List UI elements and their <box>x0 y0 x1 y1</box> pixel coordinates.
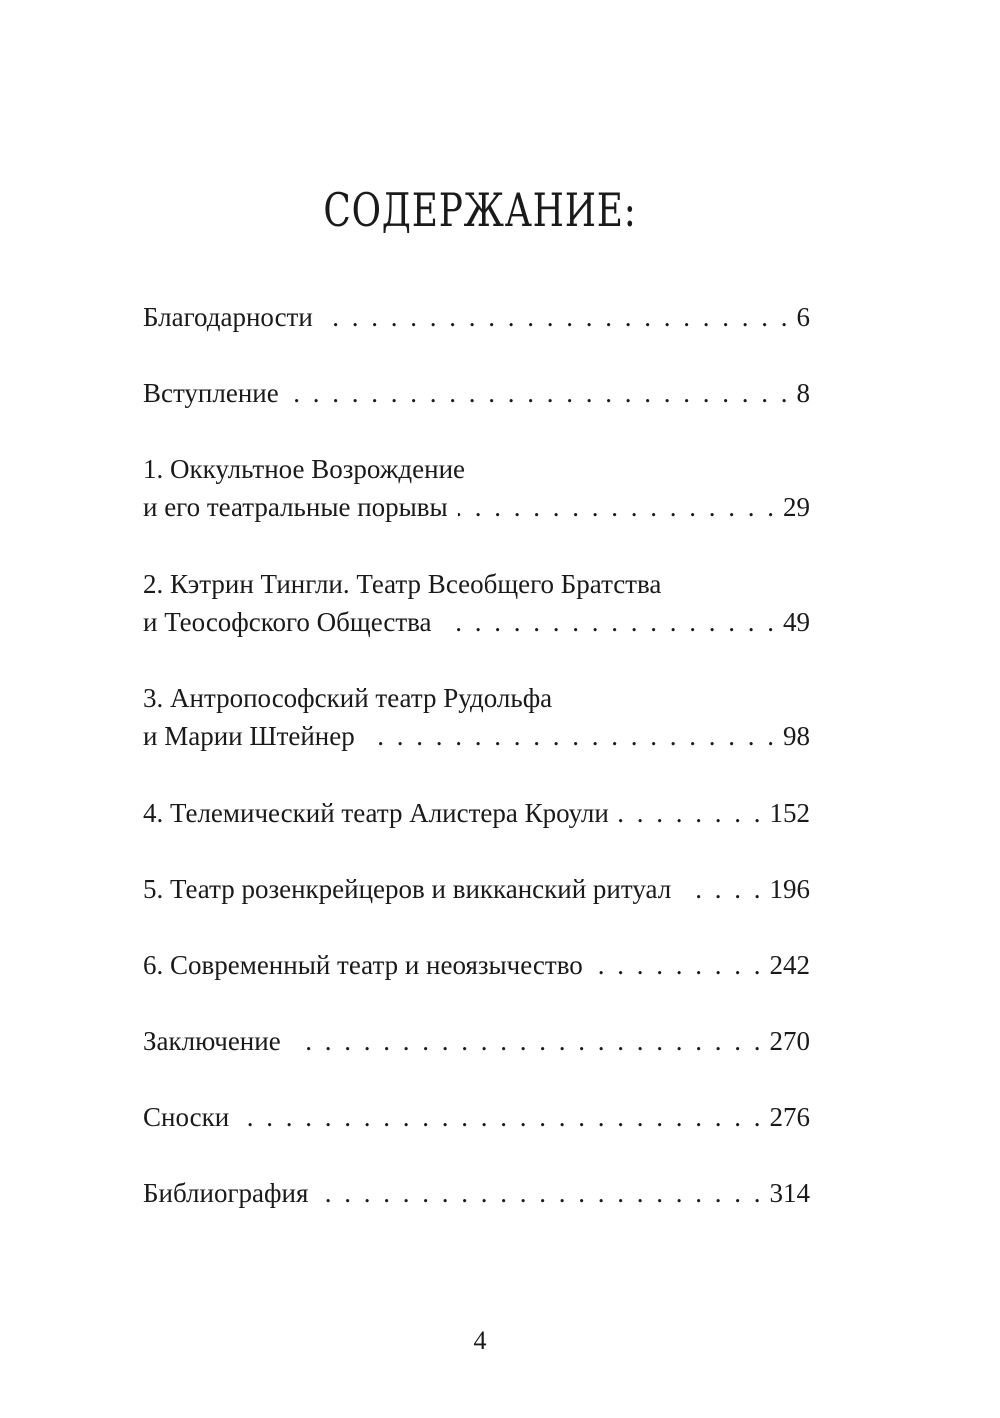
toc-entry-title: Библиография <box>143 1178 309 1208</box>
toc-entry-page: 98 <box>783 721 810 751</box>
toc-entry <box>143 870 810 908</box>
toc-entry-page: 196 <box>769 874 810 904</box>
toc-entry-page: 6 <box>796 302 810 332</box>
toc-entry-page: 49 <box>783 607 810 637</box>
dot-leader <box>318 1174 763 1212</box>
toc-entry <box>143 565 810 641</box>
toc-entry-title: 5. Театр розенкрейцеров и викканский ритуал <box>143 874 672 904</box>
toc-entry-title: и его театральные порывы <box>143 492 448 522</box>
dot-leader <box>619 794 764 832</box>
toc-entry-title: Вступление <box>143 378 279 408</box>
toc-entry-title: Сноски <box>143 1102 230 1132</box>
dot-leader <box>681 870 763 908</box>
toc-entry-page: 29 <box>783 492 810 522</box>
toc-entry-page: 314 <box>769 1178 810 1208</box>
dot-leader <box>442 603 777 641</box>
dot-leader <box>593 946 764 984</box>
toc-entry <box>143 374 810 412</box>
toc-entry <box>143 679 810 755</box>
page-number: 4 <box>473 1326 487 1355</box>
toc-entry-title: 1. Оккультное Возрождение <box>143 454 465 484</box>
dot-leader <box>323 298 791 336</box>
dot-leader <box>239 1098 763 1136</box>
toc-entry <box>143 946 810 984</box>
dot-leader <box>365 717 777 755</box>
toc-entry-page: 152 <box>769 798 810 828</box>
toc-entry-title: Заключение <box>143 1026 281 1056</box>
toc-entry-page: 8 <box>796 378 810 408</box>
toc-entry <box>143 794 810 832</box>
toc-entry-title: 2. Кэтрин Тингли. Театр Всеобщего Братства <box>143 569 662 599</box>
dot-leader <box>289 374 791 412</box>
dot-leader <box>458 488 777 526</box>
toc-entry-page: 242 <box>769 950 810 980</box>
toc-entry-title: 6. Современный театр и неоязычество <box>143 950 583 980</box>
toc-entry <box>143 450 810 526</box>
toc-entry <box>143 1098 810 1136</box>
toc-entry-page: 276 <box>769 1102 810 1132</box>
toc-entry-page: 270 <box>769 1026 810 1056</box>
toc-entry-title: 4. Телемический театр Алистера Кроули <box>143 798 609 828</box>
toc-entry <box>143 1022 810 1060</box>
toc-entry <box>143 1174 810 1212</box>
page-title: СОДЕРЖАНИЕ: <box>323 182 637 237</box>
toc-entry-title: Благодарности <box>143 302 313 332</box>
toc-entry-title: и Теософского Общества <box>143 607 432 637</box>
toc-entry-title: 3. Антропософский театр Рудольфа <box>143 683 553 713</box>
dot-leader <box>291 1022 764 1060</box>
toc-entry-title: и Марии Штейнер <box>143 721 355 751</box>
toc-entry <box>143 298 810 336</box>
